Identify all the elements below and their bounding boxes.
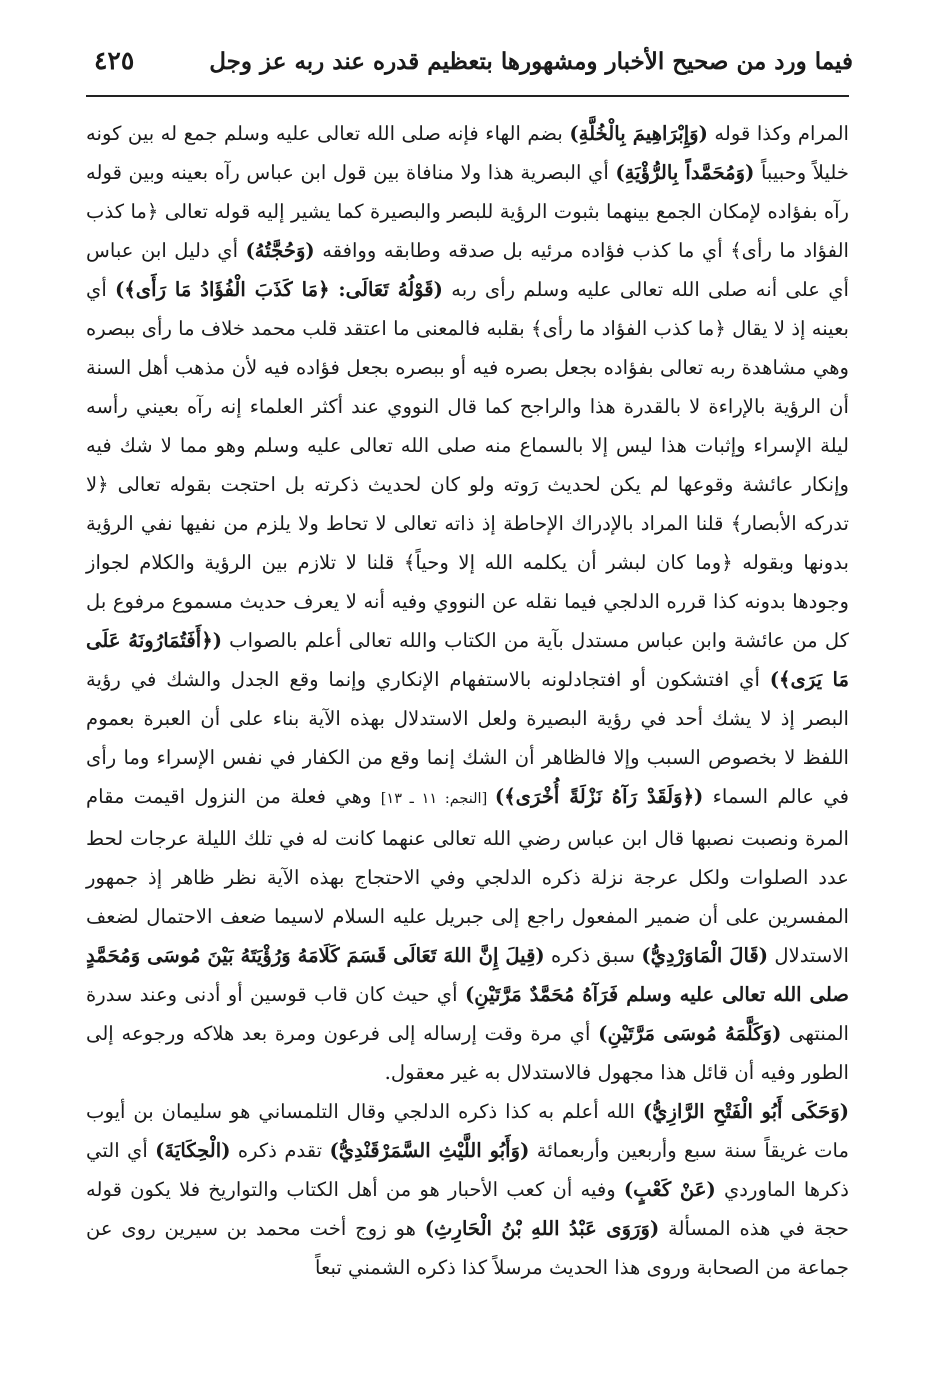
- text-run: قلنا المراد بالإدراك الإحاطة إذ ذاته تعالى لا تحاط ولا يلزم من نفيها نفي الرؤية بدونها وبقوله: [86, 512, 849, 574]
- text-run: وهي فعلة من النزول اقيمت مقام المرة ونصبت نصبها قال ابن عباس رضي الله تعالى عنهما كانت له في تلك الليلة عرجات لحط عدد الصلوات ولكل عرجة نزلة ذكره الدلجي وفي الاحتجاج بهذه الآية نظر ظاهر إذ جمهور المفسرين على أن ضمير المفعول راجع إلى جبريل عليه السلام لاسيما ضعف الاحتمال لضعف الاستدلال: [86, 785, 849, 967]
- text-run: وفيه أن كعب الأحبار هو من أهل الكتاب والتواريخ فلا يكون قوله حجة في هذه المسألة: [86, 1178, 849, 1240]
- bold-phrase: (عَنْ كَعْبٍ): [623, 1178, 716, 1201]
- text-run: أي التي ذكرها الماوردي: [86, 1139, 849, 1201]
- citation-ref: [النجم: ١١ ـ ١٣]: [380, 791, 495, 807]
- text-run: أي مرة وقت إرساله إلى فرعون ومرة بعد هلاكه ورجوعه إلى الطور وفيه أن قائل هذا مجهول فالاستدلال به غير معقول.: [86, 1022, 849, 1084]
- bold-phrase: (وَمُحَمَّداً بِالرُّؤْيَةِ): [615, 161, 755, 184]
- text-run: أي بعينه إذ لا يقال: [86, 278, 849, 340]
- text-run: أي حيث كان قاب قوسين أو أدنى وعند سدرة المنتهى: [86, 983, 849, 1045]
- text-run: أي ما كذب فؤاده مرئيه بل صدقه وطابقه ووافقه: [314, 239, 731, 262]
- text-run: المرام وكذا قوله: [707, 122, 849, 145]
- bold-phrase: (﴿أَفَتُمَارُونَهُ عَلَى مَا يَرَى﴾): [86, 629, 849, 691]
- paragraph-1: [86, 114, 849, 1092]
- paragraph-2: [86, 1092, 849, 1287]
- running-title: فيما ورد من صحيح الأخبار ومشهورها بتعظيم قدره عند ربه عز وجل: [209, 48, 853, 75]
- bold-phrase: (وَأَبُو اللَّيْثِ السَّمَرْقَنْدِيُّ): [329, 1139, 530, 1162]
- text-run: سبق ذكره: [544, 944, 642, 967]
- bold-phrase: (وَحَكَى أَبُو الْفَتْحِ الرَّازِيُّ): [642, 1100, 849, 1123]
- page-number: ٤٢٥: [94, 46, 135, 75]
- text-run: بقلبه فالمعنى ما اعتقد قلب محمد خلاف ما رأى ببصره وهي مشاهدة ربه تعالى بفؤاده بجعل بصره فيه أو ببصره بجعل فؤاده فيه لأن مذهب أهل السنة أن الرؤية بالإراءة لا بالقدرة هذا والراجح كما قال النووي عند أكثر العلماء إنه رآه بعيني رأسه ليلة الإسراء وإثبات هذا ليس إلا بالسماع منه صلى الله تعالى عليه وسلم وهو مما لا شك فيه وإنكار عائشة وقوعها لم يكن لحديث رَوته ولو كان لحديث ذكرته بل احتجت بقوله تعالى: [86, 317, 849, 496]
- bold-phrase: (وَإِبْرَاهِيمَ بِالْخُلَّةِ): [569, 122, 708, 145]
- bold-phrase: (وَحُجَّتُهُ): [245, 239, 315, 262]
- text-run: أي البصرية هذا ولا منافاة بين قول ابن عباس رآه بعينه وبين قوله رآه بفؤاده لإمكان الجمع بينهما بثبوت الرؤية للبصر والبصيرة كما يشير إليه قوله تعالى: [86, 161, 850, 223]
- text-run: تقدم ذكره: [230, 1139, 330, 1162]
- text-run: ﴿وما كان لبشر أن يكلمه الله إلا وحياً﴾: [403, 551, 733, 574]
- bold-phrase: (قَوْلُهُ تَعَالَى: ﴿مَا كَذَبَ الْفُؤَادُ مَا رَأَى﴾): [115, 278, 443, 301]
- header-rule: [86, 95, 849, 97]
- bold-phrase: (الْحِكَايَةَ): [155, 1139, 231, 1162]
- text-run: قلنا لا تلازم بين الرؤية والكلام لجواز وجودها بدونه كذا قرره الدلجي فيما نقله عن النووي وفيه أنه لا يعرف حديث مسموع مرفوع بل كل من عائشة وابن عباس مستدل بآية من الكتاب والله تعالى أعلم بالصواب: [86, 551, 849, 652]
- bold-phrase: (قَالَ الْمَاوَرْدِيُّ): [641, 944, 769, 967]
- bold-phrase: (وَرَوَى عَبْدُ اللهِ بْنُ الْحَارِثِ): [424, 1217, 660, 1240]
- bold-phrase: (﴿وَلَقَدْ رَآهُ نَزْلَةً أُخْرَى﴾): [494, 785, 704, 808]
- bold-phrase: (وَكَلَّمَهُ مُوسَى مَرَّتَيْنِ): [598, 1022, 782, 1045]
- page-header: [88, 40, 853, 90]
- text-run: الله أعلم به كذا ذكره الدلجي وقال التلمساني هو سليمان بن أيوب مات غريقاً سنة سبع وأربعين وأربعمائة: [86, 1100, 849, 1162]
- text-run: ﴿ما كذب الفؤاد ما رأى﴾: [86, 200, 849, 262]
- text-run: ﴿لا تدركه الأبصار﴾: [86, 473, 849, 535]
- text-run: أي دليل ابن عباس أي على أنه صلى الله تعالى عليه وسلم رأى ربه: [86, 239, 849, 301]
- text-run: هو زوج أخت محمد بن سيرين روى عن جماعة من الصحابة وروى هذا الحديث مرسلاً كذا ذكره الشمني تبعاً: [86, 1217, 849, 1279]
- bold-phrase: (قِيلَ إِنَّ اللهَ تَعَالَى قَسَمَ كَلَامَهُ وَرُؤْيَتَهُ بَيْنَ مُوسَى وَمُحَمَّدٍ صلى الله تعالى عليه وسلم فَرَآهُ مُحَمَّدٌ مَرَّتَيْنِ): [86, 944, 849, 1006]
- text-run: أي افتشكون أو افتجادلونه بالاستفهام الإنكاري وإنما وقع الجدل والشك في رؤية البصر إذ لا يشك أحد في رؤية البصيرة ولعل الاستدلال بهذه الآية بناء على أن العبرة بعموم اللفظ لا بخصوص السبب وإلا فالظاهر أن الشك إنما وقع من الكفار في نفس الإسراء وما رأى في عالم السماء: [86, 668, 850, 808]
- text-run: بضم الهاء فإنه صلى الله تعالى عليه وسلم جمع له بين كونه خليلاً وحبيباً: [86, 122, 849, 184]
- body-text: [86, 114, 849, 1287]
- text-run: ﴿ما كذب الفؤاد ما رأى﴾: [530, 317, 726, 340]
